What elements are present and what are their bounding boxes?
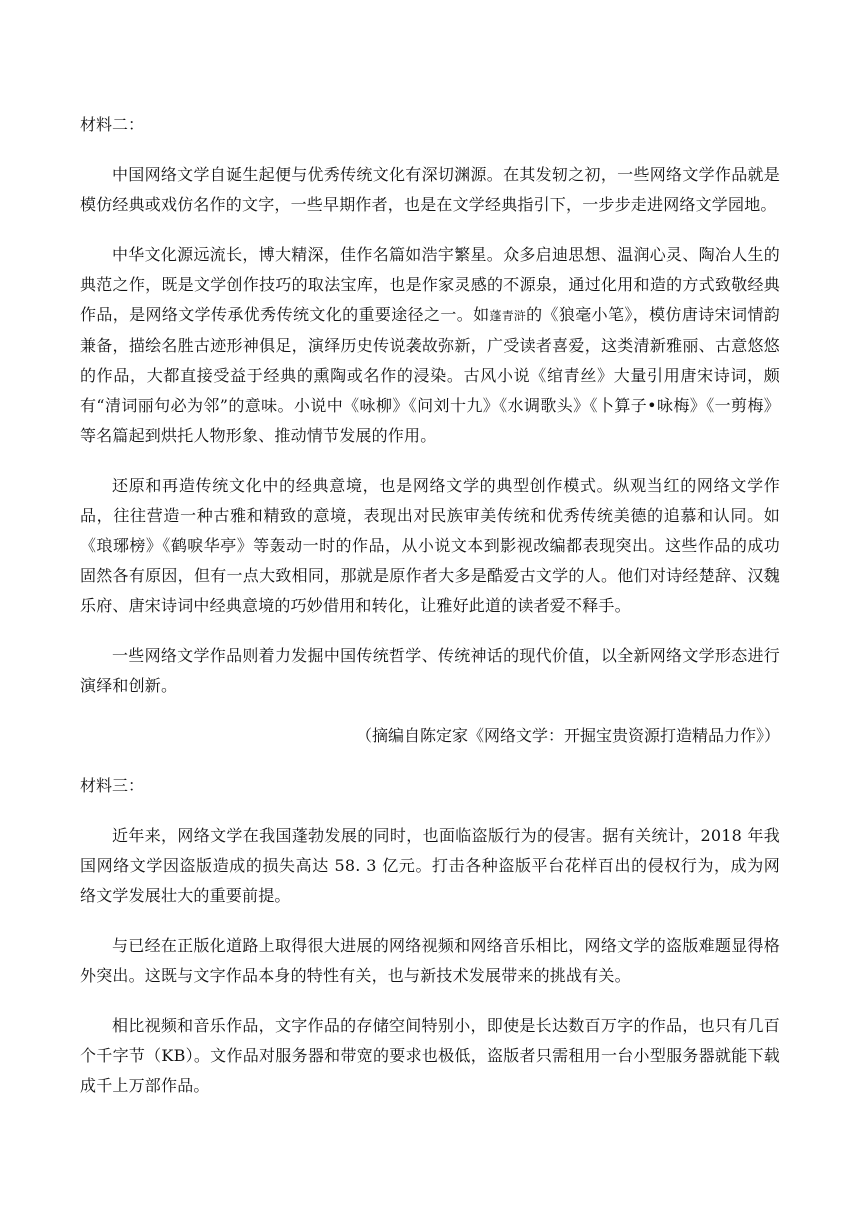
author-name-small: 蓬青浒 (489, 309, 527, 323)
paragraph-text: 中华文化源远流长，博大精深，佳作名篇如浩宇繁星。众多启迪思想、温润心灵、陶冶人生的典范之作，既是文学创作技巧的取法宝库，也是作家灵感的不源泉，通过化用和造的方式致敬经典作品，是网络文学传承优秀传统文化的重要途径之一。如 (80, 245, 780, 324)
material-three-paragraph-1: 近年来，网络文学在我国蓬勃发展的同时，也面临盗版行为的侵害。据有关统计，2018 年我国网络文学因盗版造成的损失高达 58. 3 亿元。打击各种盗版平台花样百出的侵权行为，成为网络文学发展壮大的重要前提。 (80, 826, 780, 905)
material-two-paragraph-1: 中国网络文学自诞生起便与优秀传统文化有深切渊源。在其发轫之初，一些网络文学作品就是模仿经典或戏仿名作的文字，一些早期作者，也是在文学经典指引下，一步步走进网络文学园地。 (80, 165, 780, 214)
material-three-paragraph-3: 相比视频和音乐作品，文字作品的存储空间特别小，即使是长达数百万字的作品，也只有几百个千字节（KB）。文作品对服务器和带宽的要求也极低，盗版者只需租用一台小型服务器就能下载成千上万部作品。 (80, 1016, 780, 1095)
paragraph-text: 的《狼毫小笔》，模仿唐诗宋词情韵兼备，描绘名胜古迹形神俱足，演绎历史传说袭故弥新，广受读者喜爱，这类清新雅丽、古意悠悠的作品，大都直接受益于经典的熏陶或名作的浸染。古风小说《绾青丝》大量引用唐宋诗词，颇有“清词丽句必为邻”的意味。小说中《咏柳》《问刘十九》《水调歌头》《卜算子•咏梅》《一剪梅》等名篇起到烘托人物形象、推动情节发展的作用。 (80, 305, 780, 445)
material-two-paragraph-3: 还原和再造传统文化中的经典意境，也是网络文学的典型创作模式。纵观当红的网络文学作品，往往营造一种古雅和精致的意境，表现出对民族审美传统和优秀传统美德的追慕和认同。如《琅琊榜》《鹤唳华亭》等轰动一时的作品，从小说文本到影视改编都表现突出。这些作品的成功固然各有原因，但有一点大致相同，那就是原作者大多是酷爱古文学的人。他们对诗经楚辞、汉魏乐府、唐宋诗词中经典意境的巧妙借用和转化，让雅好此道的读者爱不释手。 (80, 476, 780, 615)
document-content (80, 110, 780, 1121)
source-citation: （摘编自陈定家《网络文学：开掘宝贵资源打造精品力作》） (355, 726, 780, 745)
material-three-paragraph-2: 与已经在正版化道路上取得很大进展的网络视频和网络音乐相比，网络文学的盗版难题显得格外突出。这既与文字作品本身的特性有关，也与新技术发展带来的挑战有关。 (80, 936, 780, 985)
material-two-heading: 材料二： (80, 115, 145, 134)
material-two-paragraph-4: 一些网络文学作品则着力发掘中国传统哲学、传统神话的现代价值，以全新网络文学形态进行演绎和创新。 (80, 646, 780, 695)
material-two-paragraph-2 (80, 240, 780, 451)
material-three-heading: 材料三： (80, 776, 145, 795)
